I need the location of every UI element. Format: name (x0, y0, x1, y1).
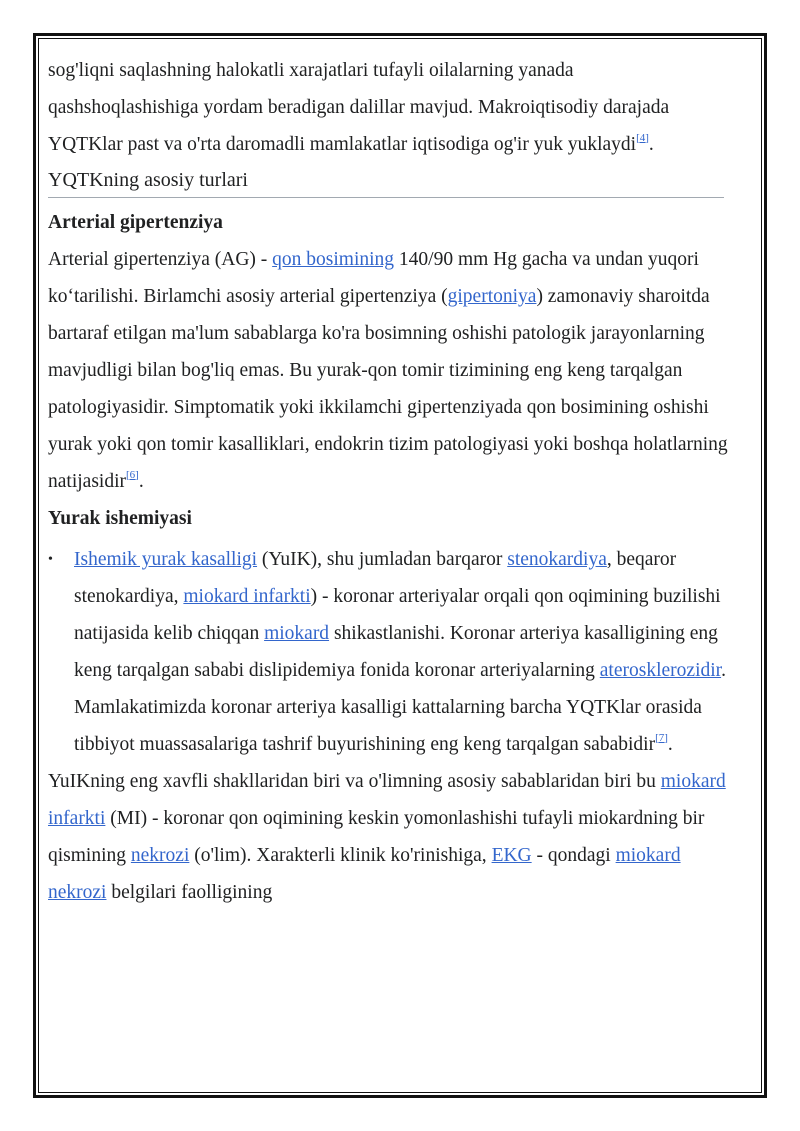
mi-text-4: - qondagi (531, 845, 616, 866)
mi-paragraph (48, 763, 728, 911)
arterial-heading: Arterial gipertenziya (48, 212, 223, 233)
ischemia-text-5: . Mamlakatimizda koronar arteriya kasalligi kattalarning barcha YQTKlar orasida tibbiyot muassasalariga tashrif buyurishining eng keng tarqalgan sababidir (74, 660, 726, 755)
mi-text-3: (o'lim). Xarakterli klinik ko'rinishiga, (189, 845, 492, 866)
link-ishemik-yurak-kasalligi[interactable]: Ishemik yurak kasalligi (74, 549, 258, 570)
intro-text: sog'liqni saqlashning halokatli xarajatlari tufayli oilalarning yanada qashshoqlashishiga yordam beradigan dalillar mavjud. Makroiqtisodiy darajada YQTKlar past va o'rta daromadli mamlakatlar iqtisodiga og'ir yuk yuklaydi (48, 60, 670, 155)
ischemia-heading: Yurak ishemiyasi (48, 508, 192, 529)
arterial-text-1: Arterial gipertenziya (AG) - (48, 249, 273, 270)
citation-4[interactable] (636, 132, 649, 144)
ischemia-end: . (667, 734, 673, 755)
link-aterosklerozidir[interactable]: aterosklerozidir (599, 660, 722, 681)
bullet-icon: • (48, 552, 53, 567)
link-stenokardiya[interactable]: stenokardiya (507, 549, 607, 570)
arterial-text-2: 140/90 mm Hg gacha va undan yuqori ko‘tarilishi. Birlamchi asosiy arterial gipertenziya ( (48, 249, 699, 307)
citation-4-link[interactable]: [4] (636, 131, 649, 144)
citation-7-link[interactable]: [7] (655, 731, 668, 744)
arterial-text-3: ) zamonaviy sharoitda bartaraf etilgan ma'lum sabablarga ko'ra bosimning oshishi patologik jarayonlarning mavjudligi bilan bog'liq emas. Bu yurak-qon tomir tizimining eng keng tarqalgan patologiyasidir. Simptomatik yoki ikkilamchi gipertenziyada qon bosimining oshishi yurak yoki qon tomir kasalliklari, endokrin tizim patologiyasi yoki boshqa holatlarning natijasidir (48, 286, 728, 492)
mi-text-1: YuIKning eng xavfli shakllaridan biri va o'limning asosiy sabablaridan biri bu (48, 771, 661, 792)
ischemia-text-4: shikastlanishi. Koronar arteriya kasalligining eng keng tarqalgan sababi dislipidemiya fonida koronar arteriyalarning (74, 623, 718, 681)
intro-paragraph (48, 52, 728, 163)
link-ekg[interactable]: EKG (491, 845, 532, 866)
ischemia-text-2: , beqaror stenokardiya, (74, 549, 677, 607)
link-miokard-infarkti[interactable]: miokard infarkti (183, 586, 311, 607)
mi-text-2: (MI) - koronar qon oqimining keskin yomonlashishi tufayli miokardning bir qismining (48, 808, 705, 866)
link-qon-bosimining[interactable]: qon bosimining (272, 249, 395, 270)
link-miokard[interactable]: miokard (264, 623, 330, 644)
article-content (48, 52, 728, 911)
citation-6[interactable] (126, 469, 139, 481)
intro-end: . (648, 134, 654, 155)
citation-6-link[interactable]: [6] (125, 468, 139, 481)
citation-7[interactable] (655, 732, 668, 744)
ischemia-text-1: (YuIK), shu jumladan barqaror (257, 549, 508, 570)
ischemia-list (48, 541, 728, 763)
mi-text-6: belgilari faolligining (106, 882, 273, 903)
arterial-end: . (138, 471, 144, 492)
list-item (48, 541, 728, 763)
section-heading: YQTKning asosiy turlari (48, 163, 724, 198)
link-miokard-2[interactable]: miokard (615, 845, 681, 866)
link-nekrozi[interactable]: nekrozi (130, 845, 190, 866)
link-gipertoniya[interactable]: gipertoniya (447, 286, 537, 307)
link-miokard-infarkti-2[interactable]: miokard infarkti (48, 771, 726, 829)
ischemia-text-3: ) - koronar arteriyalar orqali qon oqimining buzilishi natijasida kelib chiqqan (74, 586, 721, 644)
arterial-paragraph (48, 241, 728, 500)
link-nekrozi-2[interactable]: nekrozi (48, 882, 107, 903)
